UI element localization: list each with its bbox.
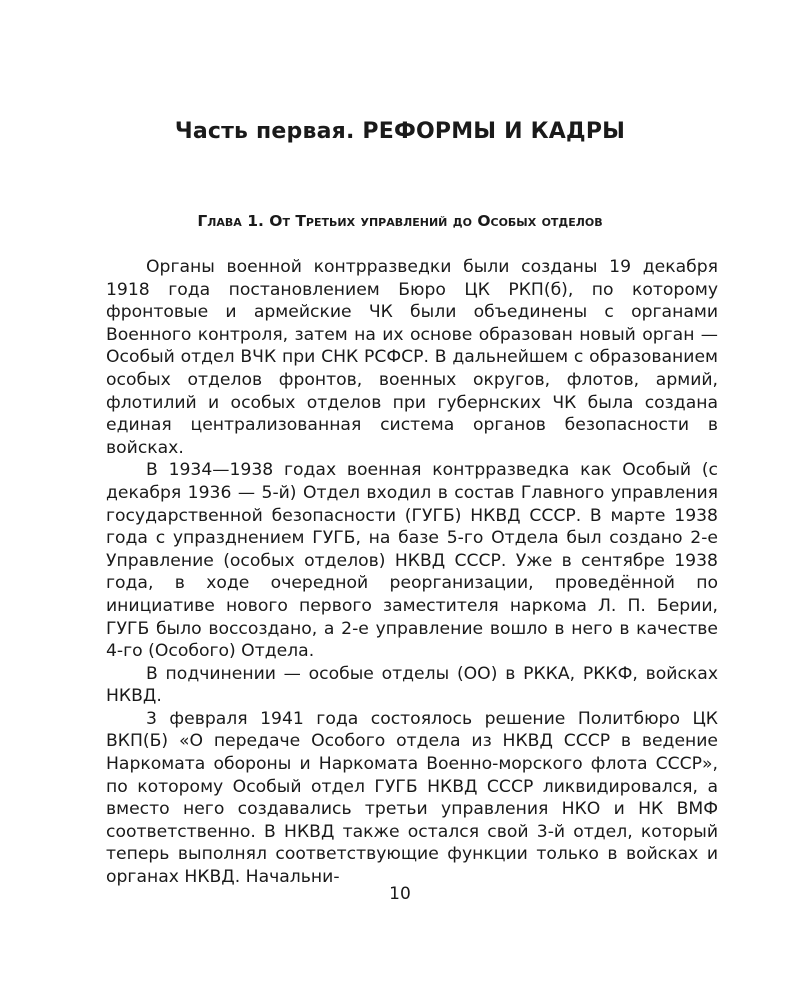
paragraph: 3 февраля 1941 года состоялось решение Политбюро ЦК ВКП(Б) «О передаче Особого отдела из НКВД СССР в ведение Наркомата обороны и Наркомата Военно-морского флота СССР», по которому Особый отдел ГУГБ НКВД СССР ликвидировался, а вместо него создавались третьи управления НКО и НК ВМФ соответственно. В НКВД также остался свой 3-й отдел, который теперь выполнял соответствующие функции только в войсках и органах НКВД. Начальни- — [106, 708, 718, 888]
paragraph: Органы военной контрразведки были созданы 19 декабря 1918 года постановлением Бюро ЦК РКП(б), по которому фронтовые и армейские ЧК были объединены с органами Военного контроля, затем на их основе образован новый орган — Особый отдел ВЧК при СНК РСФСР. В дальнейшем с образованием особых отделов фронтов, военных округов, флотов, армий, флотилий и особых отделов при губернских ЧК была создана единая централизованная система органов безопасности в войсках. — [106, 257, 718, 458]
part-title: Часть первая. РЕФОРМЫ И КАДРЫ — [174, 119, 626, 144]
paragraph: В подчинении — особые отделы (ОО) в РККА, РККФ, войсках НКВД. — [106, 663, 718, 707]
paragraph: В 1934—1938 годах военная контрразведка как Особый (с декабря 1936 — 5-й) Отдел входил в состав Главного управления государственной безопасности (ГУГБ) НКВД СССР. В марте 1938 года с упразднением ГУГБ, на базе 5-го Отдела был создано 2-е Управление (особых отделов) НКВД СССР. Уже в сентябре 1938 года, в ходе очередной реорганизации, проведённой по инициативе нового первого заместителя наркома Л. П. Берии, ГУГБ было воссоздано, а 2-е управление вошло в него в качестве 4-го (Особого) Отдела. — [106, 460, 718, 662]
body-text — [106, 256, 718, 889]
chapter-title: Глава 1. От Третьих управлений до Особых отделов — [197, 212, 603, 230]
page-number: 10 — [389, 884, 411, 904]
